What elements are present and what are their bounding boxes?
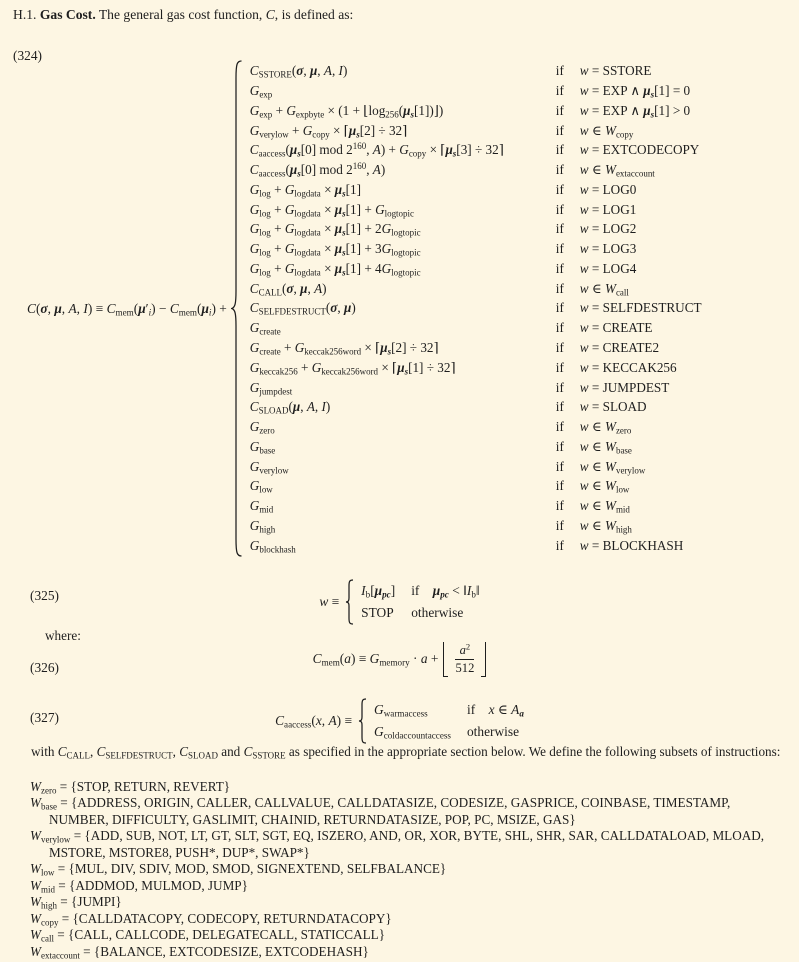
- piecewise-condition: if $\mu_{pc}$ < $‖I_b‖$: [411, 583, 480, 600]
- right-floor-bracket: [481, 642, 486, 677]
- subset-definition: $W_{mid}$ = {ADDMOD, MULMOD, JUMP}: [30, 877, 248, 895]
- case-expression: $C_{SLOAD}(\mu$, A, I): [249, 399, 331, 416]
- subset-definition: $W_{low} = \{MUL$, DIV, SDIV, MOD, SMOD, SIGNEXTEND, SELFBALANCE}: [30, 861, 447, 878]
- section-number: H.1.: [13, 7, 37, 22]
- case-condition: w = EXP ∧ $\mu_s[1] = 0$: [579, 83, 691, 100]
- floored-fraction: [443, 642, 486, 677]
- if-keyword: if: [555, 280, 564, 296]
- case-condition: w = LOG3: [579, 241, 637, 257]
- case-condition: w ∈ $W_{verylow}$: [579, 458, 646, 476]
- if-keyword: if: [555, 537, 564, 553]
- case-expression: $G_{log} + G_{logdata} \times \mu_s[1]$: [249, 181, 362, 199]
- if-keyword: if: [555, 102, 564, 118]
- piecewise-expression: STOP: [361, 604, 394, 620]
- case-expression: $G_{blockhash}$: [249, 537, 296, 555]
- if-keyword: if: [555, 201, 564, 217]
- eq327-grid: [374, 700, 524, 743]
- piecewise-expression: $G_{warmaccess}$: [374, 702, 428, 719]
- case-condition: w = LOG1: [579, 201, 637, 217]
- left-brace: [358, 698, 367, 744]
- left-brace: [345, 579, 354, 625]
- case-expression: $G_{mid}$: [249, 498, 274, 515]
- section-intro-text: The general gas cost function, C, is defined as:: [98, 7, 354, 22]
- subset-definition: $W_{copy}$ = {CALLDATACOPY, CODECOPY, RETURNDATACOPY}: [30, 910, 392, 928]
- if-keyword: if: [555, 300, 564, 316]
- equation-number-325: (325): [30, 588, 60, 603]
- if-keyword: if: [555, 438, 564, 454]
- fraction: [452, 642, 477, 677]
- case-expression: $C_{aaccess}(\mu_s[0]$ mod $2^{160}$, $A) + G_{copy}$ × $⌈\mu_s[3]$ ÷ 32⌉: [249, 141, 504, 159]
- case-expression: $G_{verylow} + G_{copy}$ × $⌈\mu_s[2]$ ÷ 32⌉: [249, 122, 408, 140]
- left-floor-bracket: [443, 642, 448, 677]
- if-keyword: if: [555, 340, 564, 356]
- case-condition: w ∈ $W_{mid}$: [579, 498, 630, 515]
- section-heading: [13, 7, 353, 23]
- case-condition: w = CREATE: [579, 320, 653, 336]
- case-expression: $G_{verylow}$: [249, 458, 289, 476]
- equation-number-327: (327): [30, 710, 60, 725]
- if-keyword: if: [555, 498, 564, 514]
- if-keyword: if: [555, 419, 564, 435]
- case-expression: $C_{CALL}(\sigma$, μ, A): [249, 280, 327, 298]
- if-keyword: if: [555, 399, 564, 415]
- case-condition: w = LOG2: [579, 221, 637, 237]
- case-expression: $G_{jumpdest}$: [249, 379, 293, 397]
- left-brace: [231, 60, 243, 557]
- if-keyword: if: [555, 478, 564, 494]
- case-expression: $G_{create}$: [249, 320, 281, 337]
- case-condition: w = EXTCODECOPY: [579, 142, 700, 158]
- case-expression: $C_{SSTORE}(\sigma$, μ, A, I): [249, 63, 348, 80]
- case-condition: w = SSTORE: [579, 63, 652, 79]
- fraction-bar: [455, 659, 474, 660]
- equation-325-lhs: w ≡: [319, 594, 340, 609]
- case-condition: w ∈ $W_{low}$: [579, 478, 630, 495]
- piecewise-expression: $G_{coldaccountaccess}$: [374, 723, 451, 741]
- if-keyword: if: [555, 63, 564, 79]
- case-expression: $G_{exp}$: [249, 83, 273, 100]
- fraction-numerator: $a^2$: [459, 641, 471, 657]
- case-condition: w = EXP ∧ $\mu_s[1] > 0$: [579, 102, 691, 120]
- where-label: where:: [45, 628, 81, 643]
- case-expression: $G_{base}$: [249, 438, 276, 456]
- equation-324-lhs: C(σ, μ, A, $I) \equiv C_{mem}(\mu'_i) - C_{mem}(\mu_i)$ +: [27, 300, 227, 318]
- case-expression: $G_{high}$: [249, 517, 276, 535]
- piecewise-condition: otherwise: [411, 604, 464, 620]
- eq325-grid: [361, 581, 479, 624]
- case-condition: w = JUMPDEST: [579, 379, 670, 395]
- subset-definition: $W_{high}$ = {JUMPI}: [30, 894, 122, 911]
- case-condition: w ∈ $W_{zero}$: [579, 419, 632, 436]
- case-expression: $G_{log} + G_{logdata} \times \mu_s[1] + 4G_{logtopic}$: [249, 260, 421, 278]
- case-expression: $G_{keccak256} + G_{keccak256word}$ × $⌈\mu_s[1]$ ÷ 32⌉: [249, 359, 456, 377]
- case-expression: $G_{create} + G_{keccak256word}$ × $⌈\mu_s[2]$ ÷ 32⌉: [249, 340, 439, 357]
- if-keyword: if: [555, 320, 564, 336]
- equation-327-lhs: $C_{aaccess}(x$, A) ≡: [275, 713, 353, 730]
- case-condition: w ∈ $W_{base}$: [579, 438, 632, 456]
- case-expression: $G_{log} + G_{logdata} \times \mu_s[1] + G_{logtopic}$: [249, 201, 414, 219]
- case-expression: $G_{low}$: [249, 478, 273, 495]
- piecewise-condition: if x ∈ $A_a$: [466, 702, 524, 719]
- equation-number-324: (324): [13, 48, 43, 63]
- case-expression: $G_{zero}$: [249, 419, 275, 436]
- if-keyword: if: [555, 241, 564, 257]
- case-condition: w = KECCAK256: [579, 359, 677, 375]
- if-keyword: if: [555, 359, 564, 375]
- case-expression: $G_{log} + G_{logdata} \times \mu_s[1] + 3G_{logtopic}$: [249, 241, 421, 258]
- case-condition: w = SELFDESTRUCT: [579, 300, 702, 316]
- if-keyword: if: [555, 83, 564, 99]
- if-keyword: if: [555, 458, 564, 474]
- equation-number-326: (326): [30, 660, 60, 675]
- case-condition: w ∈ $W_{call}$: [579, 280, 629, 298]
- if-keyword: if: [555, 379, 564, 395]
- case-condition: w = CREATE2: [579, 340, 660, 356]
- cases-grid: [250, 61, 702, 555]
- equation-324: [27, 60, 702, 557]
- equation-325: [0, 579, 799, 625]
- closing-paragraph: with $C_{CALL}$, $C_{SELFDESTRUCT}$, $C_{SLOAD}$ and $C_{SSTORE}$ as specified in the appropriate section below. We define the following subsets of instructions:: [31, 744, 781, 761]
- case-expression: $G_{exp} + G_{expbyte} \times (1$ + $⌊\log_{256}(\mu_s[1])⌋$): [249, 102, 444, 120]
- if-keyword: if: [555, 162, 564, 178]
- subset-definition: $W_{zero}$ = {STOP, RETURN, REVERT}: [30, 779, 231, 796]
- case-condition: w ∈ $W_{copy}$: [579, 122, 634, 140]
- case-expression: $C_{SELFDESTRUCT}(\sigma$, μ): [249, 300, 356, 317]
- case-expression: $G_{log} + G_{logdata} \times \mu_s[1] + 2G_{logtopic}$: [249, 221, 421, 238]
- case-expression: $C_{aaccess}(\mu_s[0]$ mod $2^{160}$, A): [249, 161, 386, 179]
- instruction-subsets-list: [30, 779, 784, 960]
- if-keyword: if: [555, 181, 564, 197]
- if-keyword: if: [555, 142, 564, 158]
- subset-definition: $W_{call}$ = {CALL, CALLCODE, DELEGATECALL, STATICCALL}: [30, 927, 386, 944]
- case-condition: w = SLOAD: [579, 399, 647, 415]
- piecewise-expression: $I_b[\mu_{pc}]$: [361, 583, 396, 600]
- section-title: Gas Cost.: [39, 7, 96, 22]
- if-keyword: if: [555, 221, 564, 237]
- case-condition: w ∈ $W_{high}$: [579, 517, 632, 535]
- if-keyword: if: [555, 122, 564, 138]
- case-condition: w ∈ $W_{extaccount}$: [579, 162, 655, 179]
- equation-326: [0, 642, 799, 677]
- if-keyword: if: [555, 260, 564, 276]
- if-keyword: if: [555, 517, 564, 533]
- case-condition: w = LOG0: [579, 181, 637, 197]
- subset-definition: $W_{base}$ = {ADDRESS, ORIGIN, CALLER, CALLVALUE, CALLDATASIZE, CODESIZE, GASPRICE, COINBASE, TIMESTAMP, NUMBER, DIFFICULTY, GASLIMIT, CHAINID, RETURNDATASIZE, POP, PC, MSIZE, GAS}: [30, 795, 731, 827]
- piecewise-condition: otherwise: [466, 723, 520, 739]
- case-condition: w = BLOCKHASH: [579, 537, 684, 553]
- subset-definition: $W_{verylow} = \{ADD$, SUB, NOT, LT, GT, SLT, SGT, EQ, ISZERO, AND, OR, XOR, BYTE, SHL, SHR, SAR, CALLDATALOAD, MLOAD, MSTORE, MSTORE8, PUSH*, DUP*, SWAP*}: [30, 828, 765, 860]
- fraction-denominator: 512: [455, 661, 475, 676]
- case-condition: w = LOG4: [579, 260, 637, 276]
- equation-327: [0, 698, 799, 744]
- subset-definition: $W_{extaccount}$ = {BALANCE, EXTCODESIZE, EXTCODEHASH}: [30, 943, 369, 961]
- equation-326-lhs: $C_{mem}(a) \equiv G_{memory} \cdot a$ +: [312, 651, 439, 669]
